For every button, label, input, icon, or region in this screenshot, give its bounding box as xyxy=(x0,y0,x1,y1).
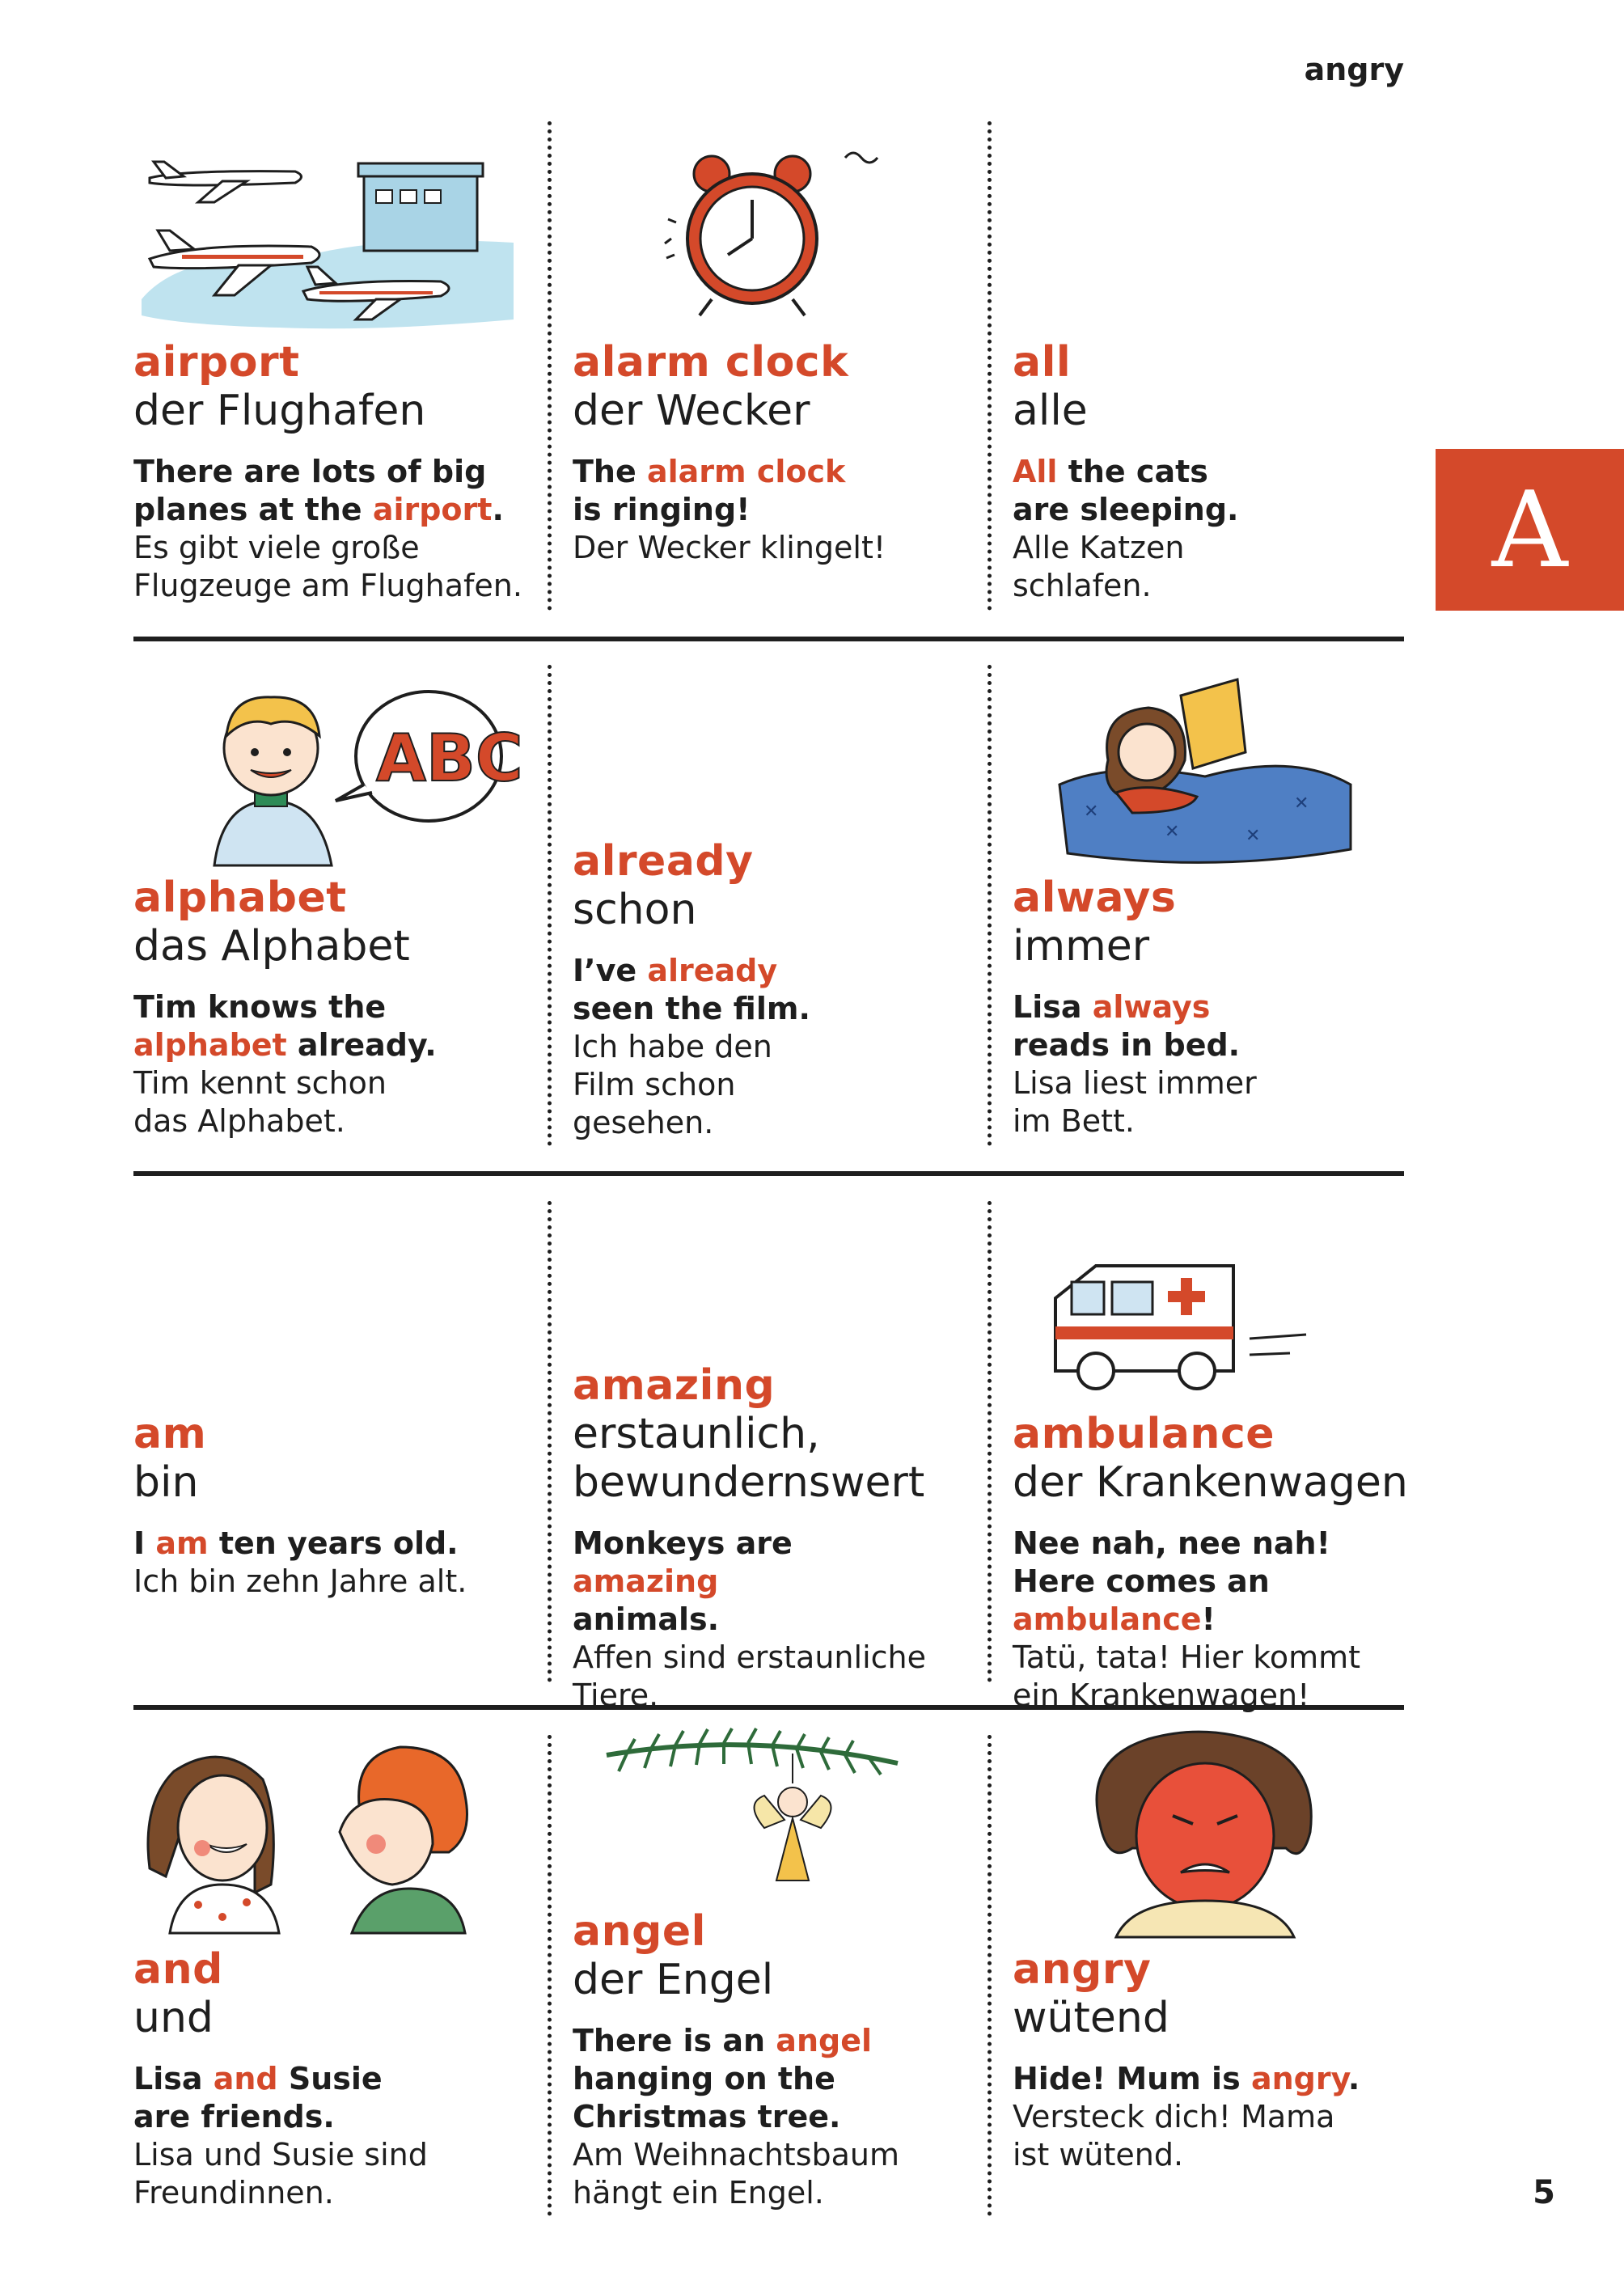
example-de: Es gibt viele große Flugzeuge am Flughafen. xyxy=(133,530,522,603)
row-divider xyxy=(133,1171,1404,1176)
example-de: Am Weihnachtsbaum hängt ein Engel. xyxy=(573,2137,900,2211)
guide-word: angry xyxy=(1304,52,1404,87)
translation: der Flughafen xyxy=(133,387,426,435)
entry-alarm-clock xyxy=(573,338,985,567)
example-de: Ich bin zehn Jahre alt. xyxy=(133,1563,467,1599)
svg-text:✕: ✕ xyxy=(1245,826,1261,846)
airport-illustration xyxy=(133,146,530,332)
example-de: Tatü, tata! Hier kommt ein Krankenwagen! xyxy=(1013,1639,1361,1713)
example-de: Ich habe den Film schon gesehen. xyxy=(573,1029,772,1140)
example-en: There are lots of big planes at the airport. xyxy=(133,454,504,527)
example-de: Tim kennt schon das Alphabet. xyxy=(133,1065,387,1139)
headword: alphabet xyxy=(133,874,347,922)
ambulance-illustration xyxy=(1047,1250,1322,1399)
entry-always xyxy=(1013,874,1425,1140)
example-en: The alarm clock is ringing! xyxy=(573,454,846,527)
example-en: Hide! Mum is angry. xyxy=(1013,2061,1360,2096)
example-en: Nee nah, nee nah! Here comes an ambulance! xyxy=(1013,1525,1330,1637)
example-de: Versteck dich! Mama ist wütend. xyxy=(1013,2099,1335,2172)
svg-text:ABC: ABC xyxy=(376,721,523,796)
example-en: I’ve already seen the film. xyxy=(573,953,810,1026)
column-divider xyxy=(988,1735,992,2216)
letter-tab[interactable]: A xyxy=(1436,449,1624,611)
example-en: Lisa and Susie are friends. xyxy=(133,2061,383,2134)
translation: immer xyxy=(1013,922,1150,971)
headword: angry xyxy=(1013,1945,1152,1994)
translation: bin xyxy=(133,1458,199,1507)
headword: angel xyxy=(573,1907,706,1956)
entry-ambulance xyxy=(1013,1410,1425,1715)
entry-airport xyxy=(133,338,546,605)
translation: der Wecker xyxy=(573,387,810,435)
translation: das Alphabet xyxy=(133,922,410,971)
entry-already xyxy=(573,837,985,1142)
column-divider xyxy=(548,121,552,611)
example-en: Monkeys are amazing animals. xyxy=(573,1525,793,1637)
page-number: 5 xyxy=(1533,2174,1555,2211)
headword: alarm clock xyxy=(573,338,849,387)
column-divider xyxy=(548,665,552,1146)
entry-am xyxy=(133,1410,546,1601)
two-girls-illustration xyxy=(133,1731,514,1933)
example-de: Lisa liest immer im Bett. xyxy=(1013,1065,1257,1139)
column-divider xyxy=(548,1735,552,2216)
example-en: Lisa always reads in bed. xyxy=(1013,989,1241,1063)
translation: der Krankenwagen xyxy=(1013,1458,1408,1507)
example-de: Affen sind erstaunliche Tiere. xyxy=(573,1639,926,1713)
headword: all xyxy=(1013,338,1072,387)
translation: wütend xyxy=(1013,1994,1169,2042)
translation: alle xyxy=(1013,387,1088,435)
example-en: There is an angel hanging on the Christmas tree. xyxy=(573,2023,872,2134)
headword: amazing xyxy=(573,1361,776,1410)
entry-alphabet xyxy=(133,874,546,1140)
example-de: Der Wecker klingelt! xyxy=(573,530,886,565)
svg-text:✕: ✕ xyxy=(1294,793,1309,814)
column-divider xyxy=(548,1201,552,1682)
entry-and xyxy=(133,1945,546,2212)
row-divider xyxy=(133,637,1404,641)
entry-angel xyxy=(573,1907,985,2212)
column-divider xyxy=(988,1201,992,1682)
headword: ambulance xyxy=(1013,1410,1275,1458)
translation: und xyxy=(133,1994,214,2042)
example-en: Tim knows the alphabet already. xyxy=(133,989,437,1063)
column-divider xyxy=(988,121,992,611)
alarm-clock-illustration xyxy=(663,142,882,328)
example-de: Alle Katzen schlafen. xyxy=(1013,530,1185,603)
headword: already xyxy=(573,837,754,886)
example-en: All the cats are sleeping. xyxy=(1013,454,1239,527)
entry-amazing xyxy=(573,1361,985,1715)
headword: airport xyxy=(133,338,300,387)
translation: erstaunlich, bewundernswert xyxy=(573,1410,925,1507)
translation: schon xyxy=(573,886,697,934)
entry-angry xyxy=(1013,1945,1425,2174)
headword: always xyxy=(1013,874,1177,922)
entry-all xyxy=(1013,338,1425,605)
headword: am xyxy=(133,1410,207,1458)
svg-text:✕: ✕ xyxy=(1084,802,1099,822)
translation: der Engel xyxy=(573,1956,774,2004)
angel-ornament-illustration xyxy=(603,1739,902,1925)
boy-abc-illustration xyxy=(198,679,523,865)
example-de: Lisa und Susie sind Freundinnen. xyxy=(133,2137,428,2211)
girl-reading-illustration xyxy=(1051,679,1359,865)
svg-text:✕: ✕ xyxy=(1165,822,1180,842)
headword: and xyxy=(133,1945,223,1994)
example-en: I am ten years old. xyxy=(133,1525,459,1561)
angry-woman-illustration xyxy=(1084,1727,1326,1937)
column-divider xyxy=(988,665,992,1146)
